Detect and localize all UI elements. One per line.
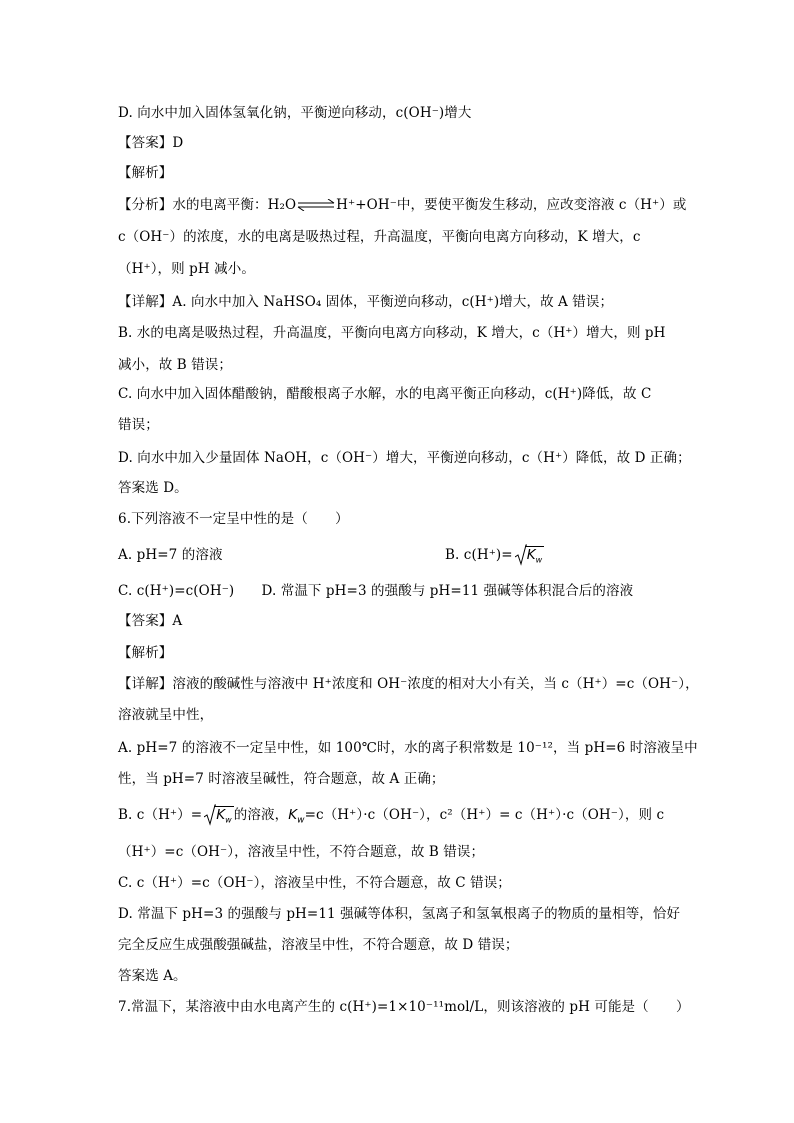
text: （H⁺）=c（OH⁻），溶液呈中性，不符合题意，故 B 错误； <box>118 844 485 860</box>
text: D. 向水中加入固体氢氧化钠，平衡逆向移动，c(OH⁻)增大 <box>118 105 472 121</box>
text: 【答案】A <box>118 613 183 629</box>
text: 【详解】A. 向水中加入 NaHSO₄ 固体，平衡逆向移动，c(H⁺)增大，故 A 错误； <box>118 294 614 310</box>
detail2-line-a2 <box>118 769 698 789</box>
text: 答案选 D。 <box>118 480 188 496</box>
text: 【详解】溶液的酸碱性与溶液中 H⁺浓度和 OH⁻浓度的相对大小有关，当 c（H⁺）=c（OH⁻）， <box>118 676 699 692</box>
text: C. c(H⁺)=c(OH⁻) D. 常温下 pH=3 的强酸与 pH=11 强碱等体积混合后的溶液 <box>118 583 634 599</box>
analysis-line <box>118 195 698 215</box>
detail-line-b <box>118 323 698 343</box>
detail2-line <box>118 674 698 694</box>
text: c（OH⁻）的浓度，水的电离是吸热过程，升高温度，平衡向电离方向移动，K 增大，c <box>118 229 641 245</box>
analysis-line-3 <box>118 259 698 279</box>
text: B. 水的电离是吸热过程，升高温度，平衡向电离方向移动，K 增大，c（H⁺）增大，则 pH <box>118 325 666 341</box>
sqrt-kw-2 <box>204 805 234 831</box>
text: 【答案】D <box>118 135 184 151</box>
detail-line-c2 <box>118 415 698 435</box>
question-6 <box>118 509 698 529</box>
option-a: A. pH=7 的溶液 <box>118 547 223 563</box>
kw-symbol <box>288 807 305 826</box>
analysis-heading <box>118 163 698 183</box>
text: B. c（H⁺）= <box>118 807 203 823</box>
w-subscript: w <box>297 815 305 826</box>
detail2-line-d <box>118 904 698 924</box>
text: 溶液就呈中性， <box>118 707 214 723</box>
text: D. 常温下 pH=3 的强酸与 pH=11 强碱等体积，氢离子和氢氧根离子的物质的量相等，恰好 <box>118 906 681 922</box>
text: 6.下列溶液不一定呈中性的是（ ） <box>118 511 349 527</box>
answer-choice-line <box>118 478 698 498</box>
option-d-line <box>118 103 698 123</box>
answer-line <box>118 133 698 153</box>
question-7 <box>118 997 698 1017</box>
answer-line-2 <box>118 611 698 631</box>
analysis-line-2 <box>118 227 698 247</box>
text: D. 向水中加入少量固体 NaOH，c（OH⁻）增大，平衡逆向移动，c（H⁺）降低，故 D 正确； <box>118 450 691 466</box>
text: H⁺+OH⁻中，要使平衡发生移动，应改变溶液 c（H⁺）或 <box>336 197 687 213</box>
text: 减小，故 B 错误； <box>118 357 233 373</box>
text: B. c(H⁺)= <box>445 547 513 563</box>
k-symbol: K <box>288 807 298 823</box>
text: 的溶液， <box>233 807 289 823</box>
text: 性，当 pH=7 时溶液呈碱性，符合题意，故 A 正确； <box>118 771 445 787</box>
text: 【解析】 <box>118 165 173 181</box>
detail2-line-d2 <box>118 935 698 955</box>
question-6-options-cd <box>118 581 698 601</box>
option-b <box>445 545 544 571</box>
detail-line <box>118 292 698 312</box>
w-subscript: w <box>535 555 543 565</box>
analysis-heading-2 <box>118 643 698 663</box>
text: 【解析】 <box>118 645 173 661</box>
question-6-options-ab <box>118 545 698 565</box>
text: 错误； <box>118 417 159 433</box>
detail-line-b2 <box>118 355 698 375</box>
text: 答案选 A。 <box>118 968 187 984</box>
detail2-line-c <box>118 873 698 893</box>
detail2-line-2 <box>118 705 698 725</box>
text: 7.常温下，某溶液中由水电离产生的 c(H⁺)=1×10⁻¹¹mol/L，则该溶液的 pH 可能是（ ） <box>118 999 690 1015</box>
sqrt-kw <box>515 545 545 571</box>
k-symbol: K <box>216 807 226 823</box>
text: =c（H⁺）·c（OH⁻），c²（H⁺）= c（H⁺）·c（OH⁻），则 c <box>304 807 665 823</box>
text: A. pH=7 的溶液不一定呈中性，如 100℃时，水的离子积常数是 10⁻¹²，当 pH=6 时溶液呈中 <box>118 740 698 756</box>
w-subscript: w <box>225 815 232 825</box>
detail-line-c <box>118 384 698 404</box>
detail-line-d <box>118 448 698 468</box>
answer-choice-line-2 <box>118 966 698 986</box>
text: C. 向水中加入固体醋酸钠，醋酸根离子水解，水的电离平衡正向移动，c(H⁺)降低，故 C <box>118 386 652 402</box>
detail2-line-b2 <box>118 842 698 862</box>
text: C. c（H⁺）=c（OH⁻），溶液呈中性，不符合题意，故 C 错误； <box>118 875 511 891</box>
detail2-line-b <box>118 805 698 831</box>
text: 【分析】水的电离平衡：H₂O <box>118 197 297 213</box>
equilibrium-arrow-icon <box>296 201 336 211</box>
detail2-line-a <box>118 738 698 758</box>
text: （H⁺），则 pH 减小。 <box>118 261 255 277</box>
text: 完全反应生成强酸强碱盐，溶液呈中性，不符合题意，故 D 错误； <box>118 937 519 953</box>
k-symbol: K <box>526 547 536 563</box>
